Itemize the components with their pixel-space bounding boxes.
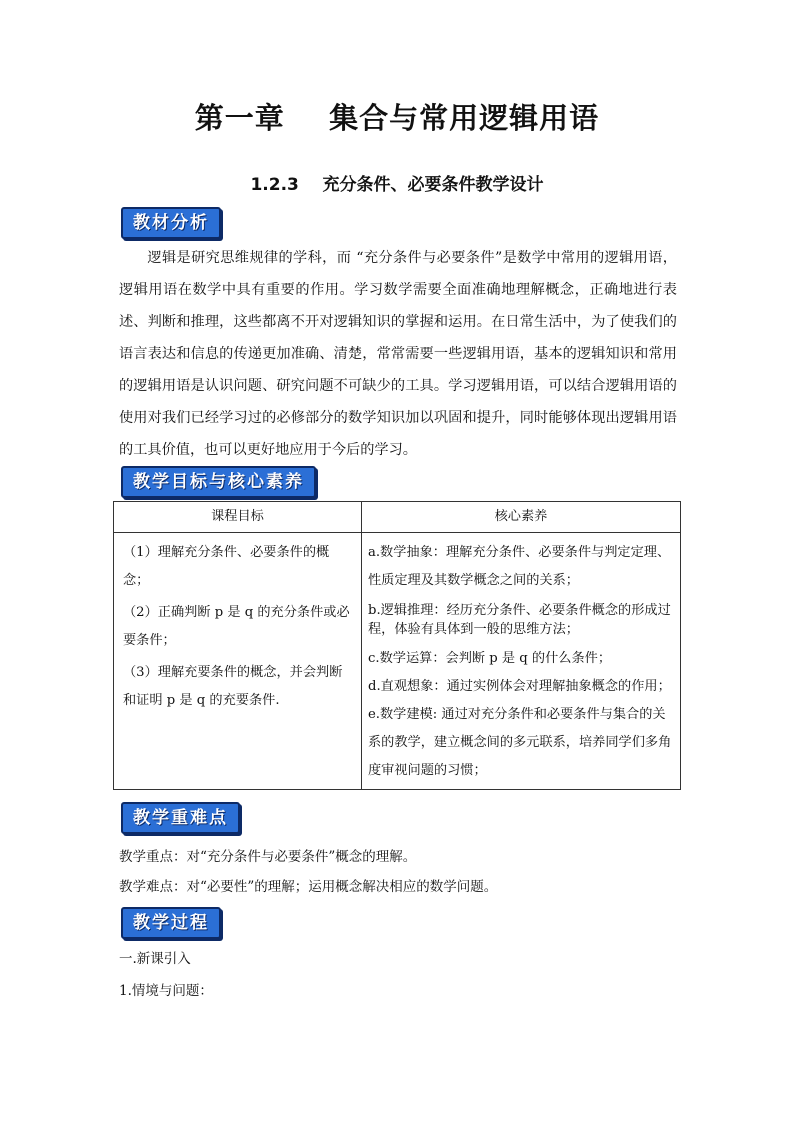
literacy-item: d.直观想象：通过实例体会对理解抽象概念的作用；: [368, 679, 671, 694]
table-row: [114, 533, 681, 790]
section-header-process: [121, 907, 221, 939]
chapter-title: 第一章 集合与常用逻辑用语: [194, 101, 600, 135]
key-point-text: 教学重点：对“充分条件与必要条件”概念的理解。: [119, 849, 417, 865]
literacy-cell: [362, 533, 681, 790]
goals-cell: [114, 533, 362, 790]
process-step-intro: 一.新课引入: [119, 951, 191, 967]
process-step-situation: 1.情境与问题：: [119, 983, 213, 999]
goal-item: （3）理解充要条件的概念，并会判断和证明 p 是 q 的充要条件.: [123, 665, 343, 708]
section-header-goals-label: 教学目标与核心素养: [133, 472, 304, 492]
section-header-keypoints-label: 教学重难点: [133, 808, 228, 828]
table-header-row: [114, 502, 681, 533]
difficult-point-text: 教学难点：对“必要性”的理解；运用概念解决相应的数学问题。: [119, 879, 498, 895]
section-header-process-label: 教学过程: [133, 913, 209, 933]
goal-item: （1）理解充分条件、必要条件的概念；: [123, 545, 330, 588]
section-title: 1.2.3 充分条件、必要条件教学设计: [250, 175, 544, 195]
table-header-goals: 课程目标: [114, 502, 362, 533]
section-header-keypoints: [121, 802, 240, 834]
goals-table: [113, 501, 681, 790]
literacy-item: c.数学运算：会判断 p 是 q 的什么条件；: [368, 651, 612, 666]
table-header-literacy: 核心素养: [362, 502, 681, 533]
section-header-analysis-label: 教材分析: [133, 213, 209, 233]
goal-item: （2）正确判断 p 是 q 的充分条件或必要条件；: [123, 605, 350, 648]
section-header-analysis: [121, 207, 221, 239]
section-header-goals: [121, 466, 316, 498]
literacy-item: e.数学建模: 通过对充分条件和必要条件与集合的关系的教学，建立概念间的多元联系，培养同学们多角度审视问题的习惯；: [368, 707, 672, 778]
literacy-item: a.数学抽象：理解充分条件、必要条件与判定定理、性质定理及其数学概念之间的关系；: [368, 545, 671, 588]
literacy-item: b.逻辑推理：经历充分条件、必要条件概念的形成过程，体验有具体到一般的思维方法；: [368, 603, 671, 637]
analysis-paragraph: 逻辑是研究思维规律的学科，而 “充分条件与必要条件”是数学中常用的逻辑用语，逻辑用语在数学中具有重要的作用。学习数学需要全面准确地理解概念，正确地进行表述、判断和推理，这些都离不开对逻辑知识的掌握和运用。在日常生活中，为了使我们的语言表达和信息的传递更加准确、清楚，常常需要一些逻辑用语，基本的逻辑知识和常用的逻辑用语是认识问题、研究问题不可缺少的工具。学习逻辑用语，可以结合逻辑用语的使用对我们已经学习过的必修部分的数学知识加以巩固和提升，同时能够体现出逻辑用语的工具价值，也可以更好地应用于今后的学习。: [119, 250, 677, 458]
